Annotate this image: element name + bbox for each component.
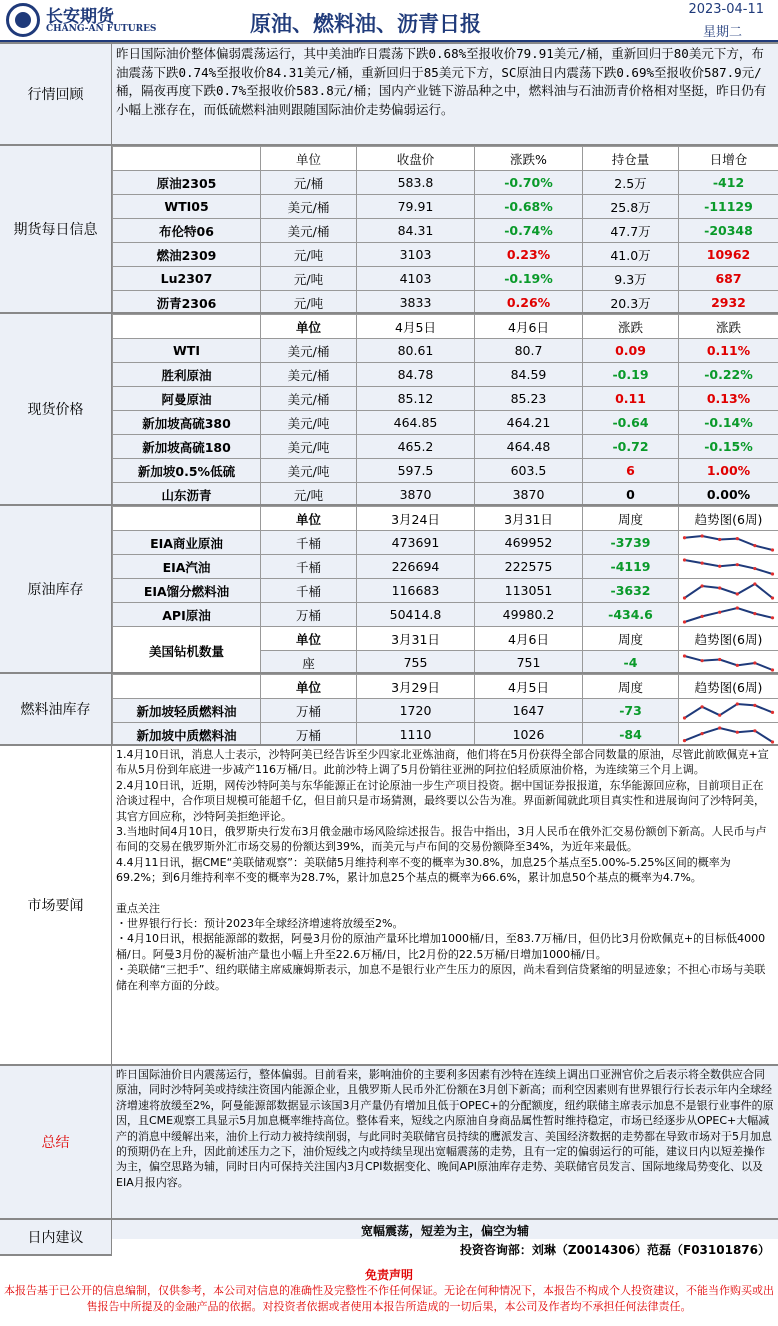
sparkline-point — [771, 572, 774, 575]
value-cell: 116683 — [357, 579, 475, 603]
value-cell: 222575 — [475, 555, 583, 579]
change-cell: 0.09 — [583, 339, 679, 363]
open-interest: 41.0万 — [583, 243, 679, 267]
sparkline-point — [683, 716, 686, 719]
oi-change: 687 — [679, 267, 778, 291]
sparkline-point — [701, 705, 704, 708]
weekly-change: -73 — [583, 699, 679, 723]
value-cell: 1647 — [475, 699, 583, 723]
price-cell: 597.5 — [357, 459, 475, 483]
section-label: 行情回顾 — [0, 44, 112, 144]
unit-cell: 美元/吨 — [261, 411, 357, 435]
price-cell: 3870 — [357, 483, 475, 507]
table-row — [113, 531, 778, 555]
oi-change: 2932 — [679, 291, 778, 315]
table-row — [113, 291, 778, 315]
unit-cell: 万桶 — [261, 699, 357, 723]
sparkline-point — [736, 663, 739, 666]
fuel-stock-section — [0, 672, 778, 744]
sparkline-point — [771, 668, 774, 671]
header-cell: 涨跌 — [679, 315, 778, 339]
sparkline-point — [771, 548, 774, 551]
unit-cell: 美元/桶 — [261, 195, 357, 219]
unit-cell: 座 — [261, 651, 357, 675]
news-item: ・4月10日讯，根据能源部的数据，阿曼3月份的原油产量环比增加1000桶/日，至83.7万桶/日，但仍比3月份欧佩克+的目标低4000桶/日。阿曼3月份的凝析油产量也小幅上升至22.6万桶/日，比2月份的22.5万桶/日增加1000桶/日。 — [116, 932, 766, 961]
oi-change: -11129 — [679, 195, 778, 219]
unit-cell: 元/吨 — [261, 267, 357, 291]
unit-cell: 千桶 — [261, 579, 357, 603]
sparkline-point — [736, 606, 739, 609]
report-weekday: 星期二 — [702, 25, 742, 40]
weekly-change: -434.6 — [583, 603, 679, 627]
sparkline-point — [771, 616, 774, 619]
close-price: 84.31 — [357, 219, 475, 243]
weekly-change: -4119 — [583, 555, 679, 579]
table-row — [113, 483, 778, 507]
change-pct: -0.14% — [679, 411, 778, 435]
inventory-name: 美国钻机数量 — [113, 627, 261, 675]
spot-table — [112, 314, 778, 507]
futures-table — [112, 146, 778, 315]
unit-cell: 万桶 — [261, 723, 357, 747]
report-header — [0, 0, 778, 42]
sparkline-point — [736, 730, 739, 733]
change-cell: 0 — [583, 483, 679, 507]
consultant-info: 投资咨询部：刘琳（Z0014306）范磊（F03101876） — [112, 1239, 778, 1261]
change-cell: 0.11 — [583, 387, 679, 411]
header-cell: 收盘价 — [357, 147, 475, 171]
sparkline-point — [718, 586, 721, 589]
sparkline-point — [736, 702, 739, 705]
sparkline-point — [718, 726, 721, 729]
crude-stock-table — [112, 506, 778, 675]
change-pct: -0.70% — [475, 171, 583, 195]
header-cell: 单位 — [261, 627, 357, 651]
trend-cell — [679, 723, 778, 747]
sparkline-point — [771, 596, 774, 599]
sparkline-point — [718, 657, 721, 660]
advice-text: 宽幅震荡，短差为主，偏空为辅 — [112, 1220, 778, 1242]
sparkline-path — [685, 560, 773, 574]
sparkline-point — [701, 659, 704, 662]
advice-section — [0, 1218, 778, 1256]
inventory-name: 新加坡轻质燃料油 — [113, 699, 261, 723]
header-cell: 4月5日 — [475, 675, 583, 699]
report-date: 2023-04-11 — [688, 2, 764, 17]
section-label: 日内建议 — [0, 1220, 112, 1254]
sparkline-point — [718, 610, 721, 613]
price-cell: 80.7 — [475, 339, 583, 363]
unit-cell: 千桶 — [261, 531, 357, 555]
sparkline-point — [736, 563, 739, 566]
sparkline-point — [701, 561, 704, 564]
change-cell: -0.19 — [583, 363, 679, 387]
disclaimer-text: 本报告基于已公开的信息编制，仅供参考，本公司对信息的准确性及完整性不作任何保证。无论在何种情况下，本报告不构成个人投资建议，不能当作购买或出售报告中所提及的金融产品的依据。对投资者依据或者使用本报告所造成的一切后果，本公司及作者均不承担任何法律责任。 — [4, 1284, 774, 1313]
trend-sparkline — [679, 604, 778, 626]
unit-cell: 万桶 — [261, 603, 357, 627]
sparkline-point — [771, 710, 774, 713]
unit-cell: 美元/吨 — [261, 459, 357, 483]
sparkline-point — [718, 564, 721, 567]
header-cell: 3月31日 — [475, 507, 583, 531]
value-cell: 473691 — [357, 531, 475, 555]
section-label: 期货每日信息 — [0, 146, 112, 312]
value-cell: 226694 — [357, 555, 475, 579]
table-header-row — [113, 627, 778, 651]
summary-text: 昨日国际油价日内震荡运行，整体偏弱。目前看来，影响油价的主要利多因素有沙特在连续上调出口亚洲官价之后表示将全数供应合同原油，同时沙特阿美或持续注资国内能源企业，且俄罗斯人民币外汇份额在3月创下新高；而利空因素则有世界银行行长表示年内全球经济增速将放缓至2%，阿曼能源部数据显示该国3月产量仍有增加且低于OPEC+的分配额度，纽约联储主席表示加息不是银行业事件的原因，且CME观察工具显示5月加息概率维持高位。整体看来，短线之内原油自身商品属性暂时维持稳定，市场已经逐步从OPEC+大幅减产的消息中缓解出来，油价上行动力被持续削弱，与此同时美联储官员持续的鹰派发言、美国经济数据的走势都在导致市场对于5月加息的预期仍在上升，因此前述压力之下，油价短线之内或持续呈现出宽幅震荡的走势，且有一定的偏弱运行的可能，建议日内以短差操作为主，偏空思路为辅，同时日内可保持关注国内3月CPI数据变化、晚间API原油库存走势、美联储官员发言、国际地缘局势变化、以及EIA月报内容。 — [116, 1068, 774, 1189]
unit-cell: 美元/桶 — [261, 219, 357, 243]
header-cell: 单位 — [261, 147, 357, 171]
header-cell: 4月6日 — [475, 627, 583, 651]
report-title: 原油、燃料油、沥青日报 — [250, 12, 481, 36]
price-cell: 465.2 — [357, 435, 475, 459]
disclaimer-title: 免责声明 — [364, 1268, 413, 1282]
sparkline-point — [683, 536, 686, 539]
sparkline-point — [753, 544, 756, 547]
review-section — [0, 42, 778, 144]
news-list — [112, 746, 778, 994]
table-header-row — [113, 147, 778, 171]
value-cell: 469952 — [475, 531, 583, 555]
brand-name-en: CHANG-AN FUTURES — [46, 24, 157, 34]
header-cell — [113, 147, 261, 171]
close-price: 4103 — [357, 267, 475, 291]
table-row — [113, 723, 778, 747]
product-name: 新加坡高硫380 — [113, 411, 261, 435]
sparkline-point — [683, 558, 686, 561]
oi-change: 10962 — [679, 243, 778, 267]
value-cell: 49980.2 — [475, 603, 583, 627]
header-cell: 单位 — [261, 507, 357, 531]
sparkline-path — [685, 704, 773, 718]
change-pct: -0.68% — [475, 195, 583, 219]
price-cell: 464.21 — [475, 411, 583, 435]
sparkline-point — [701, 584, 704, 587]
unit-cell: 元/吨 — [261, 243, 357, 267]
header-cell — [113, 315, 261, 339]
sparkline-point — [683, 596, 686, 599]
sparkline-point — [683, 739, 686, 742]
table-row — [113, 699, 778, 723]
table-row — [113, 171, 778, 195]
sparkline-point — [683, 620, 686, 623]
open-interest: 47.7万 — [583, 219, 679, 243]
table-row — [113, 267, 778, 291]
product-name: 胜利原油 — [113, 363, 261, 387]
header-cell: 4月6日 — [475, 315, 583, 339]
product-name: WTI — [113, 339, 261, 363]
sparkline-point — [753, 566, 756, 569]
close-price: 79.91 — [357, 195, 475, 219]
crude-stock-section — [0, 504, 778, 672]
weekly-change: -4 — [583, 651, 679, 675]
header-cell: 持仓量 — [583, 147, 679, 171]
change-pct: -0.74% — [475, 219, 583, 243]
price-cell: 603.5 — [475, 459, 583, 483]
price-cell: 84.59 — [475, 363, 583, 387]
change-pct: -0.22% — [679, 363, 778, 387]
price-cell: 464.85 — [357, 411, 475, 435]
trend-sparkline — [679, 556, 778, 578]
change-pct: 1.00% — [679, 459, 778, 483]
table-row — [113, 339, 778, 363]
price-cell: 84.78 — [357, 363, 475, 387]
open-interest: 9.3万 — [583, 267, 679, 291]
news-item: ・世界银行行长：预计2023年全球经济增速将放缓至2%。 — [116, 917, 404, 931]
review-text: 昨日国际油价整体偏弱震荡运行，其中美油昨日震荡下跌0.68%至报收价79.91美元/桶，重新回归于80美元下方，布油震荡下跌0.74%至报收价84.31美元/桶，重新回归于85美元下方，SC原油日内震荡下跌0.69%至报收价587.9元/桶，隔夜再度下跌0.7%至报收价583.8元/桶；国内产业链下游品种之中，燃料油与石油沥青价格相对坚挺，昨日仍有小幅上涨存在，而低硫燃料油则跟随国际油价走势偏弱运行。 — [116, 46, 767, 117]
spot-section — [0, 312, 778, 504]
header-cell: 周度 — [583, 507, 679, 531]
sparkline-point — [753, 729, 756, 732]
trend-sparkline — [679, 532, 778, 554]
sparkline-path — [685, 656, 773, 670]
sparkline-point — [718, 713, 721, 716]
inventory-name: EIA汽油 — [113, 555, 261, 579]
news-spacer — [116, 886, 774, 901]
sparkline-point — [753, 612, 756, 615]
inventory-name: 新加坡中质燃料油 — [113, 723, 261, 747]
futures-section — [0, 144, 778, 312]
section-label: 燃料油库存 — [0, 674, 112, 744]
header-cell: 单位 — [261, 675, 357, 699]
header-cell: 3月31日 — [357, 627, 475, 651]
close-price: 583.8 — [357, 171, 475, 195]
sparkline-point — [701, 732, 704, 735]
unit-cell: 元/吨 — [261, 291, 357, 315]
change-pct: 0.23% — [475, 243, 583, 267]
fuel-stock-table — [112, 674, 778, 747]
table-row — [113, 387, 778, 411]
contract-name: Lu2307 — [113, 267, 261, 291]
table-header-row — [113, 675, 778, 699]
trend-cell — [679, 603, 778, 627]
change-pct: -0.19% — [475, 267, 583, 291]
contract-name: 原油2305 — [113, 171, 261, 195]
sparkline-point — [718, 537, 721, 540]
table-row — [113, 219, 778, 243]
table-row — [113, 555, 778, 579]
value-cell: 755 — [357, 651, 475, 675]
table-row — [113, 435, 778, 459]
header-cell: 涨跌% — [475, 147, 583, 171]
unit-cell: 元/桶 — [261, 171, 357, 195]
inventory-name: EIA馏分燃料油 — [113, 579, 261, 603]
change-cell: 6 — [583, 459, 679, 483]
table-header-row — [113, 315, 778, 339]
value-cell: 751 — [475, 651, 583, 675]
price-cell: 464.48 — [475, 435, 583, 459]
section-label: 市场要闻 — [0, 746, 112, 1064]
section-label: 总结 — [0, 1066, 112, 1218]
open-interest: 25.8万 — [583, 195, 679, 219]
oi-change: -412 — [679, 171, 778, 195]
product-name: 新加坡0.5%低硫 — [113, 459, 261, 483]
sparkline-path — [685, 608, 773, 622]
trend-cell — [679, 555, 778, 579]
value-cell: 1026 — [475, 723, 583, 747]
sparkline-point — [736, 592, 739, 595]
value-cell: 113051 — [475, 579, 583, 603]
header-cell: 3月24日 — [357, 507, 475, 531]
table-row — [113, 195, 778, 219]
company-logo — [6, 3, 40, 37]
trend-cell — [679, 651, 778, 675]
table-row — [113, 459, 778, 483]
sparkline-point — [771, 740, 774, 743]
news-item: 2.4月10日讯，近期，网传沙特阿美与东华能源正在讨论原油一步生产项目投资。据中国证券报报道，东华能源回应称，目前项目正在洽谈过程中，合作项目规模可能超千亿，但目前只是市场猜测，最终要以公告为准。界面新闻就此项目真实性和进展询问了沙特阿美，其官方回应称，沙特阿美拒绝评论。 — [116, 778, 765, 823]
close-price: 3833 — [357, 291, 475, 315]
table-row — [113, 411, 778, 435]
sparkline-path — [685, 584, 773, 598]
unit-cell: 美元/桶 — [261, 339, 357, 363]
weekly-change: -3632 — [583, 579, 679, 603]
change-pct: 0.00% — [679, 483, 778, 507]
sparkline-point — [753, 703, 756, 706]
price-cell: 3870 — [475, 483, 583, 507]
trend-sparkline — [679, 580, 778, 602]
price-cell: 85.23 — [475, 387, 583, 411]
header-cell: 日增仓 — [679, 147, 778, 171]
news-section — [0, 744, 778, 1064]
contract-name: 燃油2309 — [113, 243, 261, 267]
contract-name: 沥青2306 — [113, 291, 261, 315]
summary-section — [0, 1064, 778, 1218]
product-name: 新加坡高硫180 — [113, 435, 261, 459]
change-pct: 0.26% — [475, 291, 583, 315]
change-cell: -0.64 — [583, 411, 679, 435]
table-row — [113, 363, 778, 387]
sparkline-point — [753, 582, 756, 585]
product-name: 阿曼原油 — [113, 387, 261, 411]
trend-sparkline — [679, 652, 778, 674]
news-subheading: 重点关注 — [116, 901, 160, 915]
table-row — [113, 243, 778, 267]
change-pct: -0.15% — [679, 435, 778, 459]
news-item: ・美联储“三把手”、纽约联储主席威廉姆斯表示，加息不是银行业产生压力的原因，尚未看到信贷紧缩的明显迹象；不担心市场与美联储在利率方面的分歧。 — [116, 963, 766, 992]
unit-cell: 美元/桶 — [261, 363, 357, 387]
header-cell: 涨跌 — [583, 315, 679, 339]
header-cell: 3月29日 — [357, 675, 475, 699]
change-pct: 0.11% — [679, 339, 778, 363]
value-cell: 1110 — [357, 723, 475, 747]
weekly-change: -3739 — [583, 531, 679, 555]
header-cell: 4月5日 — [357, 315, 475, 339]
contract-name: 布伦特06 — [113, 219, 261, 243]
unit-cell: 美元/桶 — [261, 387, 357, 411]
trend-sparkline — [679, 700, 778, 722]
table-header-row — [113, 507, 778, 531]
unit-cell: 美元/吨 — [261, 435, 357, 459]
sparkline-point — [753, 661, 756, 664]
value-cell: 50414.8 — [357, 603, 475, 627]
table-row — [113, 603, 778, 627]
header-cell: 趋势图(6周) — [679, 675, 778, 699]
price-cell: 85.12 — [357, 387, 475, 411]
table-row — [113, 579, 778, 603]
unit-cell: 元/吨 — [261, 483, 357, 507]
section-label: 原油库存 — [0, 506, 112, 672]
header-cell: 周度 — [583, 627, 679, 651]
trend-cell — [679, 699, 778, 723]
sparkline-point — [736, 537, 739, 540]
trend-sparkline — [679, 724, 778, 746]
product-name: 山东沥青 — [113, 483, 261, 507]
inventory-name: API原油 — [113, 603, 261, 627]
weekly-change: -84 — [583, 723, 679, 747]
header-cell: 趋势图(6周) — [679, 627, 778, 651]
header-cell: 周度 — [583, 675, 679, 699]
news-item: 1.4月10日讯，消息人士表示，沙特阿美已经告诉至少四家北亚炼油商，他们将在5月份获得全部合同数量的原油，尽管此前欧佩克+宣布从5月份到年底进一步减产116万桶/日。此前沙特上调了5月份销往亚洲的阿拉伯轻质原油价格，为连续第三个月上调。 — [116, 748, 769, 777]
sparkline-path — [685, 536, 773, 550]
trend-cell — [679, 579, 778, 603]
unit-cell: 千桶 — [261, 555, 357, 579]
close-price: 3103 — [357, 243, 475, 267]
open-interest: 20.3万 — [583, 291, 679, 315]
trend-cell — [679, 531, 778, 555]
brand-name: 长安期货 — [46, 7, 114, 27]
news-item: 4.4月11日讯，据CME“美联储观察”：美联储5月维持利率不变的概率为30.8%，加息25个基点至5.00%-5.25%区间的概率为69.2%；到6月维持利率不变的概率为28.7%，累计加息25个基点的概率为66.6%，累计加息50个基点的概率为4.7%。 — [116, 855, 731, 885]
header-cell: 趋势图(6周) — [679, 507, 778, 531]
section-label: 现货价格 — [0, 314, 112, 504]
oi-change: -20348 — [679, 219, 778, 243]
contract-name: WTI05 — [113, 195, 261, 219]
sparkline-point — [701, 614, 704, 617]
change-cell: -0.72 — [583, 435, 679, 459]
sparkline-point — [701, 534, 704, 537]
news-item: 3.当地时间4月10日，俄罗斯央行发布3月俄金融市场风险综述报告。报告中指出，3月人民币在俄外汇交易份额创下新高。人民币与卢布间的交易在俄罗斯外汇市场交易的份额达到39%，而美元与卢布间的交易份额降至34%，为近年来最低。 — [116, 825, 767, 854]
sparkline-path — [685, 728, 773, 742]
price-cell: 80.61 — [357, 339, 475, 363]
sparkline-point — [683, 654, 686, 657]
inventory-name: EIA商业原油 — [113, 531, 261, 555]
header-cell: 单位 — [261, 315, 357, 339]
value-cell: 1720 — [357, 699, 475, 723]
change-pct: 0.13% — [679, 387, 778, 411]
open-interest: 2.5万 — [583, 171, 679, 195]
